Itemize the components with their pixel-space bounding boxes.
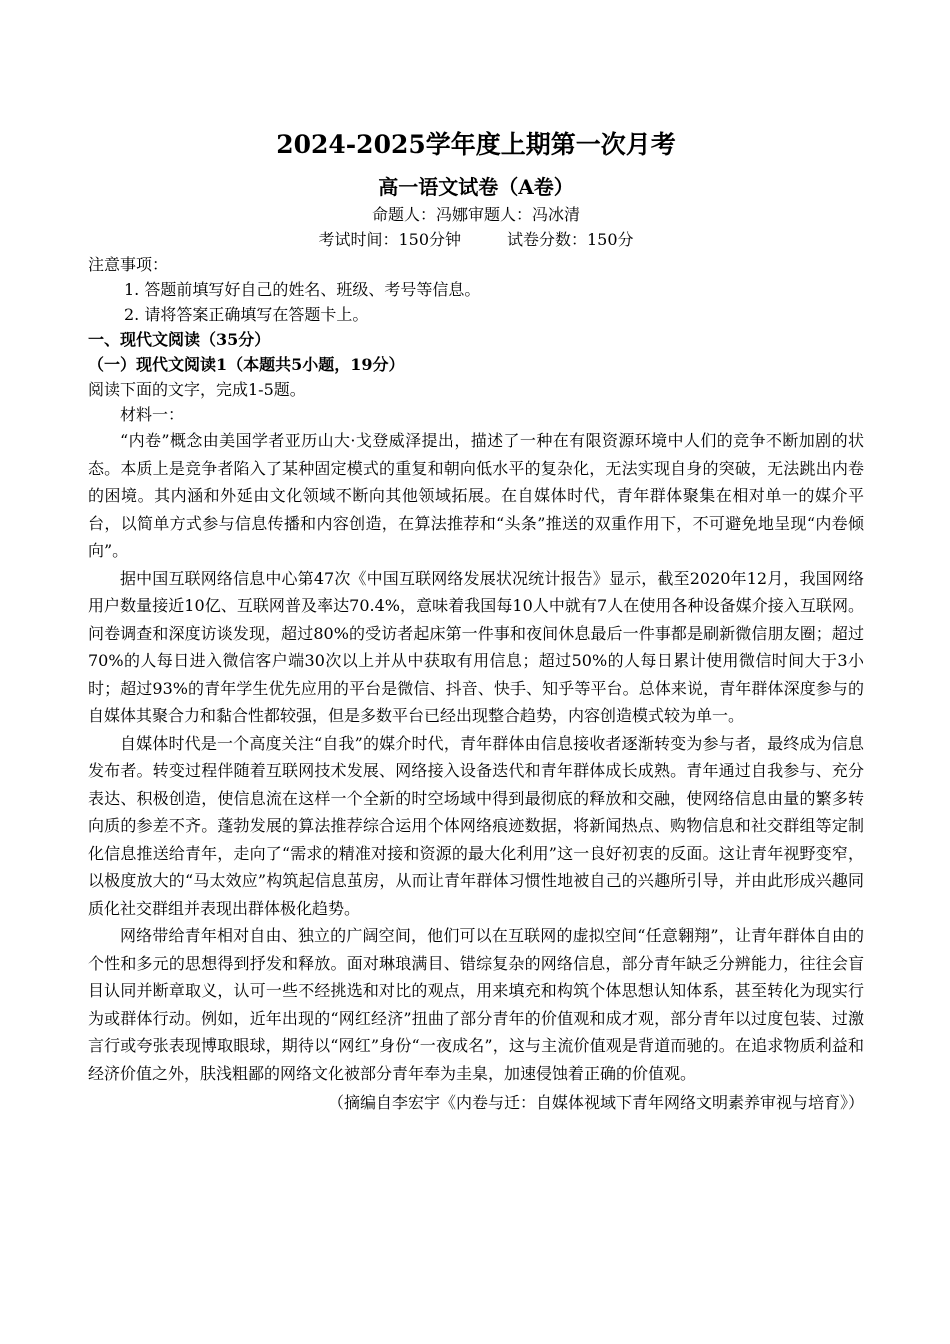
exam-authors: 命题人：冯娜审题人：冯冰清 [371,205,580,224]
material-source: （摘编自李宏宇《内卷与迁：自媒体视域下青年网络文明素养审视与培育》） [327,1093,864,1112]
material-paragraph: 网络带给青年相对自由、独立的广阔空间，他们可以在互联网的虚拟空间“任意翱翔”，让青年群体自由的个性和多元的思想得到抒发和释放。面对琳琅满目、错综复杂的网络信息，部分青年缺乏分辨能力，往往会盲目认同并断章取义，认可一些不经挑选和对比的观点，用来填充和构筑个体思想认知体系，甚至转化为现实行为或群体行动。例如，近年出现的“网红经济”扭曲了部分青年的价值观和成才观，部分青年以过度包装、过激言行或夸张表现博取眼球，期待以“网红”身份“一夜成名”，这与主流价值观是背道而驰的。在追求物质利益和经济价值之外，肤浅粗鄙的网络文化被部分青年奉为圭臬，加速侵蚀着正确的价值观。 [88,926,864,1083]
material-paragraph: 据中国互联网络信息中心第47次《中国互联网络发展状况统计报告》显示，截至2020年12月，我国网络用户数量接近10亿、互联网普及率达70.4%，意味着我国每10人中就有7人在使用各种设备媒介接入互联网。问卷调查和深度访谈发现，超过80%的受访者起床第一件事和夜间休息最后一件事都是刷新微信朋友圈；超过70%的人每日进入微信客户端30次以上并从中获取有用信息；超过50%的人每日累计使用微信时间大于3小时；超过93%的青年学生优先应用的平台是微信、抖音、快手、知乎等平台。总体来说，青年群体深度参与的自媒体其聚合力和黏合性都较强，但是多数平台已经出现整合趋势，内容创造模式较为单一。 [88,568,864,725]
exam-score: 试卷分数：150分 [507,230,634,249]
exam-info [88,227,864,252]
material-paragraph: “内卷”概念由美国学者亚历山大·戈登威泽提出，描述了一种在有限资源环境中人们的竞争不断加剧的状态。本质上是竞争者陷入了某种固定模式的重复和朝向低水平的复杂化，无法实现自身的突破，无法跳出内卷的困境。其内涵和外延由文化领域不断向其他领域拓展。在自媒体时代，青年群体聚集在相对单一的媒介平台，以简单方式参与信息传播和内容创造，在算法推荐和“头条”推送的双重作用下，不可避免地呈现“内卷倾向”。 [88,431,864,560]
material-paragraph: 自媒体时代是一个高度关注“自我”的媒介时代，青年群体由信息接收者逐渐转变为参与者，最终成为信息发布者。转变过程伴随着互联网技术发展、网络接入设备迭代和青年群体成长成熟。青年通过自我参与、充分表达、积极创造，使信息流在这样一个全新的时空场域中得到最彻底的释放和交融，使网络信息由量的繁多转向质的参差不齐。蓬勃发展的算法推荐综合运用个体网络痕迹数据，将新闻热点、购物信息和社交群组等定制化信息推送给青年，走向了“需求的精准对接和资源的最大化利用”这一良好初衷的反面。这让青年视野变窄，以极度放大的“马太效应”构筑起信息茧房，从而让青年群体习惯性地被自己的兴趣所引导，并由此形成兴趣同质化社交群组并表现出群体极化趋势。 [88,733,864,918]
material-label: 材料一： [120,405,185,424]
notice-item: 2. 请将答案正确填写在答题卡上。 [124,305,369,324]
section-subheading: （一）现代文阅读1（本题共5小题，19分） [88,355,405,374]
notice-item: 1. 答题前填写好自己的姓名、班级、考号等信息。 [124,280,481,299]
exam-subtitle: 高一语文试卷（A卷） [378,175,574,199]
reading-instruction: 阅读下面的文字，完成1-5题。 [88,380,306,399]
section-heading: 一、现代文阅读（35分） [88,330,271,349]
exam-title: 2024-2025学年度上期第一次月考 [276,130,676,159]
notice-heading: 注意事项： [88,255,169,274]
exam-time: 考试时间：150分钟 [318,230,461,249]
